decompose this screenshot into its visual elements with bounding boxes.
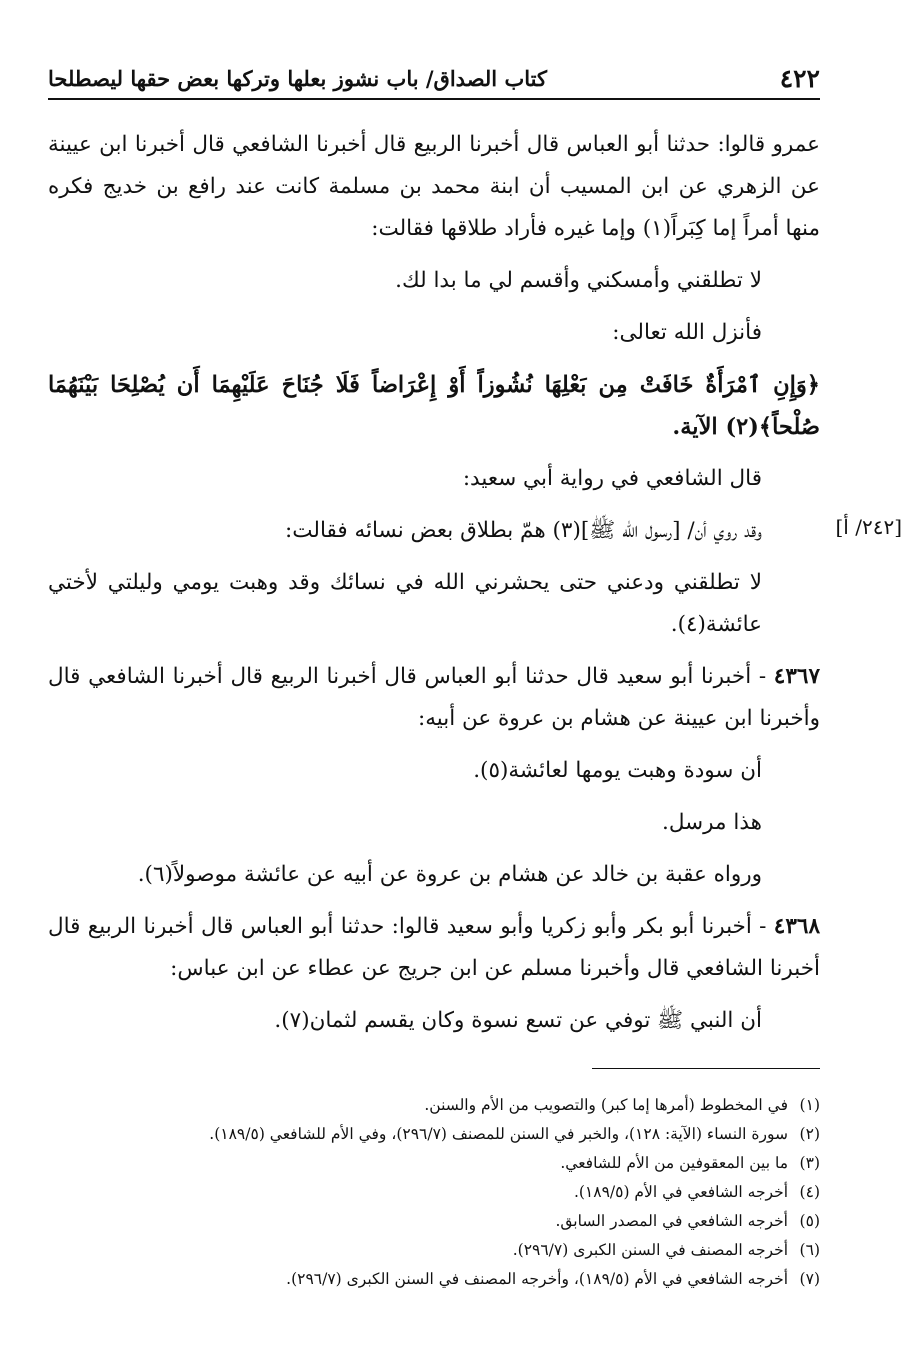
hadith-text: - أخبرنا أبو بكر وأبو زكريا وأبو سعيد قالوا: حدثنا أبو العباس قال أخبرنا الربيع قال أخبرنا الشافعي قال وأخبرنا مسلم عن ابن جريج عن عطاء عن ابن عباس: (48, 914, 820, 981)
paragraph: وقد روي أن/ [رسول الله ﷺ](٣) همّ بطلاق بعض نسائه فقالت: (285, 518, 762, 543)
paragraph: فأنزل الله تعالى: (612, 320, 762, 345)
hadith-text: - أخبرنا أبو سعيد قال حدثنا أبو العباس قال أخبرنا الربيع قال أخبرنا الشافعي قال وأخبرنا ابن عيينة عن هشام بن عروة عن أبيه: (48, 664, 820, 731)
footnotes (48, 1091, 820, 1294)
footnote-number: (١) (799, 1096, 820, 1114)
footnote-text: ما بين المعقوفين من الأم للشافعي. (560, 1154, 788, 1172)
footnote-number: (٦) (799, 1241, 820, 1259)
footnote (48, 1149, 820, 1178)
footnote-text: سورة النساء (الآية: ١٢٨)، والخبر في السنن للمصنف (٢٩٦/٧)، وفي الأم للشافعي (١٨٩/٥). (209, 1125, 788, 1143)
paragraph: لا تطلقني وأمسكني وأقسم لي ما بدا لك. (395, 268, 762, 293)
footnote (48, 1265, 820, 1294)
quran-verse: ﴿وَإِنِ ٱمْرَأَةٌ خَافَتْ مِن بَعْلِهَا نُشُوزاً أَوْ إِعْرَاضاً فَلَا جُنَاحَ عَلَيْهِمَا أَن يُصْلِحَا بَيْنَهُمَا صُلْحاً﴾(٢) الآية. (48, 372, 820, 440)
paragraph: أن النبي ﷺ توفي عن تسع نسوة وكان يقسم لثمان(٧). (274, 1008, 762, 1033)
footnote (48, 1120, 820, 1149)
footnote-number: (٧) (799, 1270, 820, 1288)
paragraph: لا تطلقني ودعني حتى يحشرني الله في نسائك وقد وهبت يومي وليلتي لأختي عائشة(٤). (48, 570, 762, 637)
hadith-paragraph (48, 906, 820, 990)
page-header (48, 64, 820, 100)
footnote-divider (592, 1068, 820, 1069)
footnote (48, 1091, 820, 1120)
paragraph: قال الشافعي في رواية أبي سعيد: (462, 466, 762, 491)
footnote-number: (٤) (799, 1183, 820, 1201)
footnote-text: أخرجه الشافعي في الأم (١٨٩/٥). (573, 1183, 788, 1201)
running-title: كتاب الصداق/ باب نشوز بعلها وتركها بعض حقها ليصطلحا (48, 66, 547, 91)
main-text (48, 124, 820, 1052)
footnote-number: (٢) (799, 1125, 820, 1143)
footnote-text: أخرجه المصنف في السنن الكبرى (٢٩٦/٧). (512, 1241, 788, 1259)
footnote (48, 1207, 820, 1236)
footnote-text: في المخطوط (أمرها إما كبر) والتصويب من الأم والسنن. (424, 1096, 788, 1114)
footnote-number: (٣) (799, 1154, 820, 1172)
paragraph: هذا مرسل. (662, 810, 762, 835)
footnote-text: أخرجه الشافعي في الأم (١٨٩/٥)، وأخرجه المصنف في السنن الكبرى (٢٩٦/٧). (286, 1270, 788, 1288)
footnote (48, 1236, 820, 1265)
hadith-number: ٤٣٦٨ (773, 914, 820, 939)
hadith-paragraph (48, 656, 820, 740)
manuscript-folio-marker: [٢٤٢/ أ] (835, 515, 902, 539)
paragraph: أن سودة وهبت يومها لعائشة(٥). (473, 758, 762, 783)
footnote-text: أخرجه الشافعي في المصدر السابق. (555, 1212, 788, 1230)
page-number: ٤٢٢ (779, 64, 820, 93)
footnote-number: (٥) (799, 1212, 820, 1230)
hadith-number: ٤٣٦٧ (773, 664, 820, 689)
footnote (48, 1178, 820, 1207)
paragraph: ورواه عقبة بن خالد عن هشام بن عروة عن أبيه عن عائشة موصولاً(٦). (137, 862, 762, 887)
paragraph: عمرو قالوا: حدثنا أبو العباس قال أخبرنا الربيع قال أخبرنا الشافعي قال أخبرنا ابن عيينة عن الزهري عن ابن المسيب أن ابنة محمد بن مسلمة كانت عند رافع بن خديج فكره منها أمراً إما كِبَراً(١) وإما غيره فأراد طلاقها فقالت: (48, 132, 820, 241)
